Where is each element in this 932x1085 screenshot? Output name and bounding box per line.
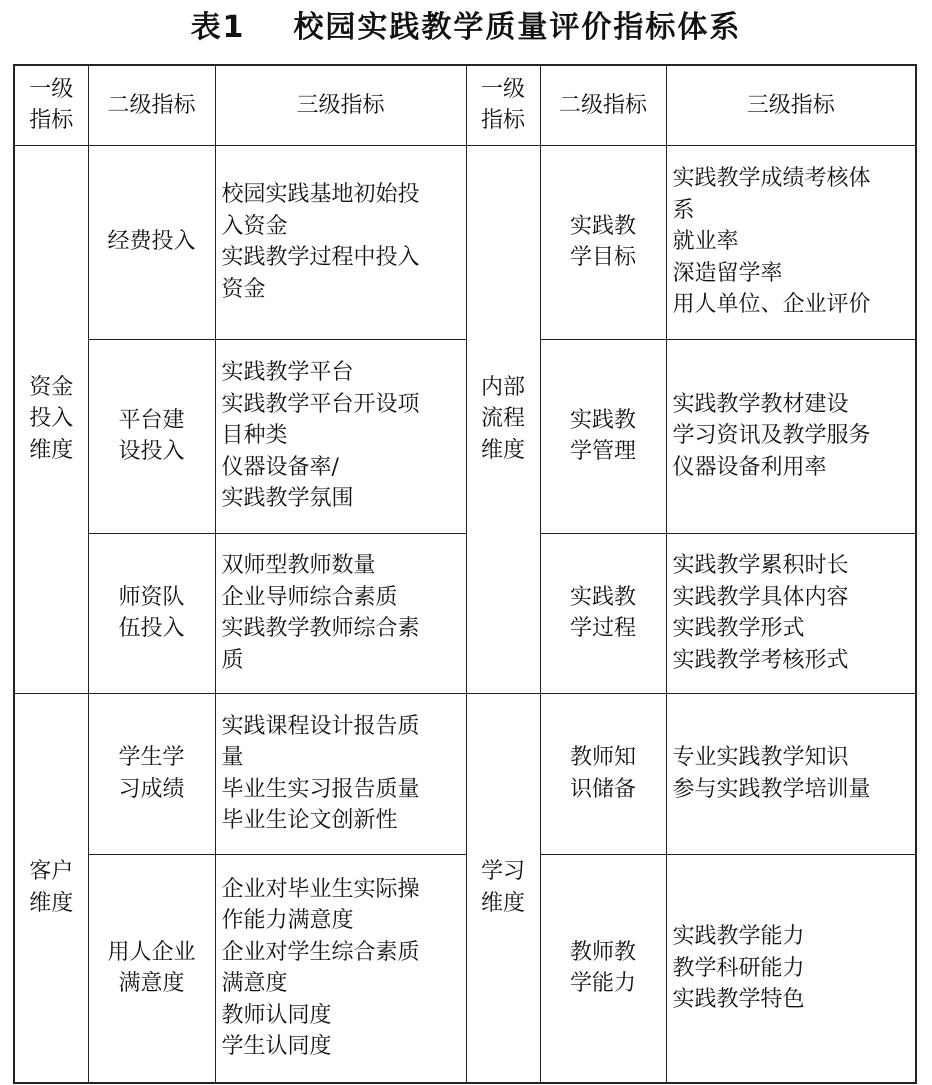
header-level2-left: 二级指标	[88, 65, 215, 145]
table-caption: 校园实践教学质量评价指标体系	[293, 10, 742, 45]
table-row	[14, 854, 916, 1083]
level3-cell: 校园实践基地初始投 入资金 实践教学过程中投入 资金	[215, 145, 466, 339]
header-level1-right: 一级 指标	[466, 65, 540, 145]
level2-cell: 学生学 习成绩	[88, 693, 215, 854]
header-level1-left: 一级 指标	[14, 65, 88, 145]
level3-cell: 专业实践教学知识 参与实践教学培训量	[666, 693, 916, 854]
level1-cell: 内部 流程 维度	[466, 145, 540, 693]
level3-cell: 实践教学能力 教学科研能力 实践教学特色	[666, 854, 916, 1083]
level2-cell: 经费投入	[88, 145, 215, 339]
table-row	[14, 693, 916, 854]
level3-cell: 实践教学累积时长 实践教学具体内容 实践教学形式 实践教学考核形式	[666, 533, 916, 693]
level3-cell: 实践教学成绩考核体 系 就业率 深造留学率 用人单位、企业评价	[666, 145, 916, 339]
header-level2-right: 二级指标	[540, 65, 666, 145]
level3-cell: 实践课程设计报告质 量 毕业生实习报告质量 毕业生论文创新性	[215, 693, 466, 854]
level1-cell: 资金 投入 维度	[14, 145, 88, 693]
header-level3-left: 三级指标	[215, 65, 466, 145]
header-level3-right: 三级指标	[666, 65, 916, 145]
level2-cell: 用人企业 满意度	[88, 854, 215, 1083]
level1-cell: 学习 维度	[466, 693, 540, 1083]
table-row	[14, 145, 916, 339]
table-number: 表1	[190, 10, 246, 45]
level3-cell: 双师型教师数量 企业导师综合素质 实践教学教师综合素 质	[215, 533, 466, 693]
level3-cell: 实践教学教材建设 学习资讯及教学服务 仪器设备利用率	[666, 339, 916, 533]
level2-cell: 教师知 识储备	[540, 693, 666, 854]
table-row	[14, 339, 916, 533]
level2-cell: 实践教 学目标	[540, 145, 666, 339]
level2-cell: 实践教 学过程	[540, 533, 666, 693]
table-row	[14, 533, 916, 693]
level3-cell: 实践教学平台 实践教学平台开设项 目种类 仪器设备率/ 实践教学氛围	[215, 339, 466, 533]
indicator-table	[13, 64, 917, 1084]
level3-cell: 企业对毕业生实际操 作能力满意度 企业对学生综合素质 满意度 教师认同度 学生认同度	[215, 854, 466, 1083]
level2-cell: 教师教 学能力	[540, 854, 666, 1083]
level1-cell: 客户 维度	[14, 693, 88, 1083]
header-row	[14, 65, 916, 145]
level2-cell: 师资队 伍投入	[88, 533, 215, 693]
level2-cell: 平台建 设投入	[88, 339, 215, 533]
table-title	[0, 8, 932, 48]
level2-cell: 实践教 学管理	[540, 339, 666, 533]
